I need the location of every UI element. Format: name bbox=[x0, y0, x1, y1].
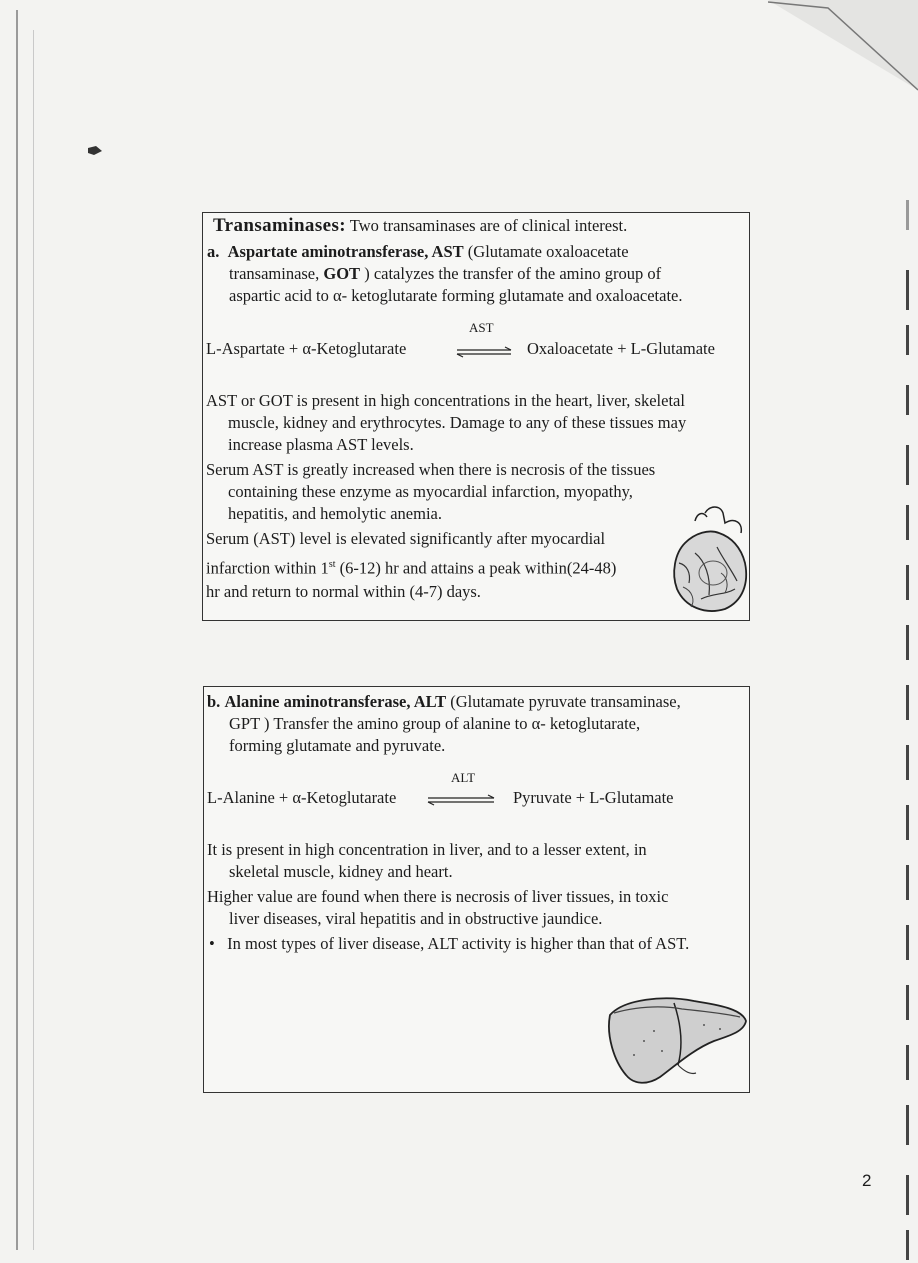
alt-item-line3: forming glutamate and pyruvate. bbox=[229, 736, 446, 755]
equilibrium-arrow-icon bbox=[424, 794, 498, 806]
heart-illustration bbox=[665, 503, 751, 619]
ast-item-line3: aspartic acid to α- ketoglutarate forming glutamate and oxaloacetate. bbox=[229, 286, 683, 305]
alt-enzyme-label: ALT bbox=[451, 770, 476, 785]
page-corner-fold bbox=[768, 0, 918, 150]
ast-item-heading: a. Aspartate aminotransferase, AST (Glutamate oxaloacetate bbox=[207, 242, 629, 261]
ast-para2-line3: hepatitis, and hemolytic anemia. bbox=[228, 504, 442, 523]
ast-para3-line3: hr and return to normal within (4-7) days. bbox=[206, 582, 481, 601]
alt-para2-line1: Higher value are found when there is necrosis of liver tissues, in toxic bbox=[207, 887, 669, 906]
page-edge-inner bbox=[33, 30, 34, 1250]
ast-para3-line2: infarction within 1st (6-12) hr and attains a peak within(24-48) bbox=[206, 558, 617, 578]
ast-reaction-left: L-Aspartate + α-Ketoglutarate bbox=[206, 339, 407, 358]
section-title: Transaminases: Two transaminases are of clinical interest. bbox=[213, 215, 628, 236]
ast-enzyme-label: AST bbox=[469, 320, 494, 335]
ast-section-box bbox=[202, 212, 750, 621]
alt-section-box bbox=[203, 686, 750, 1093]
alt-para1-line2: skeletal muscle, kidney and heart. bbox=[229, 862, 453, 881]
alt-reaction-left: L-Alanine + α-Ketoglutarate bbox=[207, 788, 397, 807]
ast-para1-line1: AST or GOT is present in high concentrations in the heart, liver, skeletal bbox=[206, 391, 685, 410]
ast-para2-line2: containing these enzyme as myocardial infarction, myopathy, bbox=[228, 482, 633, 501]
alt-item-heading: b. Alanine aminotransferase, ALT (Glutamate pyruvate transaminase, bbox=[207, 692, 681, 711]
alt-bullet-item: • In most types of liver disease, ALT activity is higher than that of AST. bbox=[209, 934, 690, 953]
ast-reaction-right: Oxaloacetate + L-Glutamate bbox=[527, 339, 715, 358]
alt-para1-line1: It is present in high concentration in liver, and to a lesser extent, in bbox=[207, 840, 647, 859]
ast-para2-line1: Serum AST is greatly increased when there is necrosis of the tissues bbox=[206, 460, 656, 479]
alt-reaction-right: Pyruvate + L-Glutamate bbox=[513, 788, 674, 807]
alt-para2-line2: liver diseases, viral hepatitis and in obstructive jaundice. bbox=[229, 909, 603, 928]
ast-para1-line3: increase plasma AST levels. bbox=[228, 435, 414, 454]
page-edge bbox=[16, 10, 18, 1250]
scan-mark bbox=[88, 146, 102, 156]
ast-para3-line1: Serum (AST) level is elevated significantly after myocardial bbox=[206, 529, 606, 548]
page-number: 2 bbox=[862, 1171, 872, 1190]
liver-illustration bbox=[604, 991, 750, 1087]
binding-marks bbox=[906, 200, 912, 1260]
alt-item-line2: GPT ) Transfer the amino group of alanine to α- ketoglutarate, bbox=[229, 714, 641, 733]
equilibrium-arrow-icon bbox=[453, 346, 515, 358]
ast-item-line2: transaminase, GOT ) catalyzes the transfer of the amino group of bbox=[229, 264, 662, 283]
ast-para1-line2: muscle, kidney and erythrocytes. Damage to any of these tissues may bbox=[228, 413, 687, 432]
bullet-icon: • bbox=[209, 934, 215, 953]
